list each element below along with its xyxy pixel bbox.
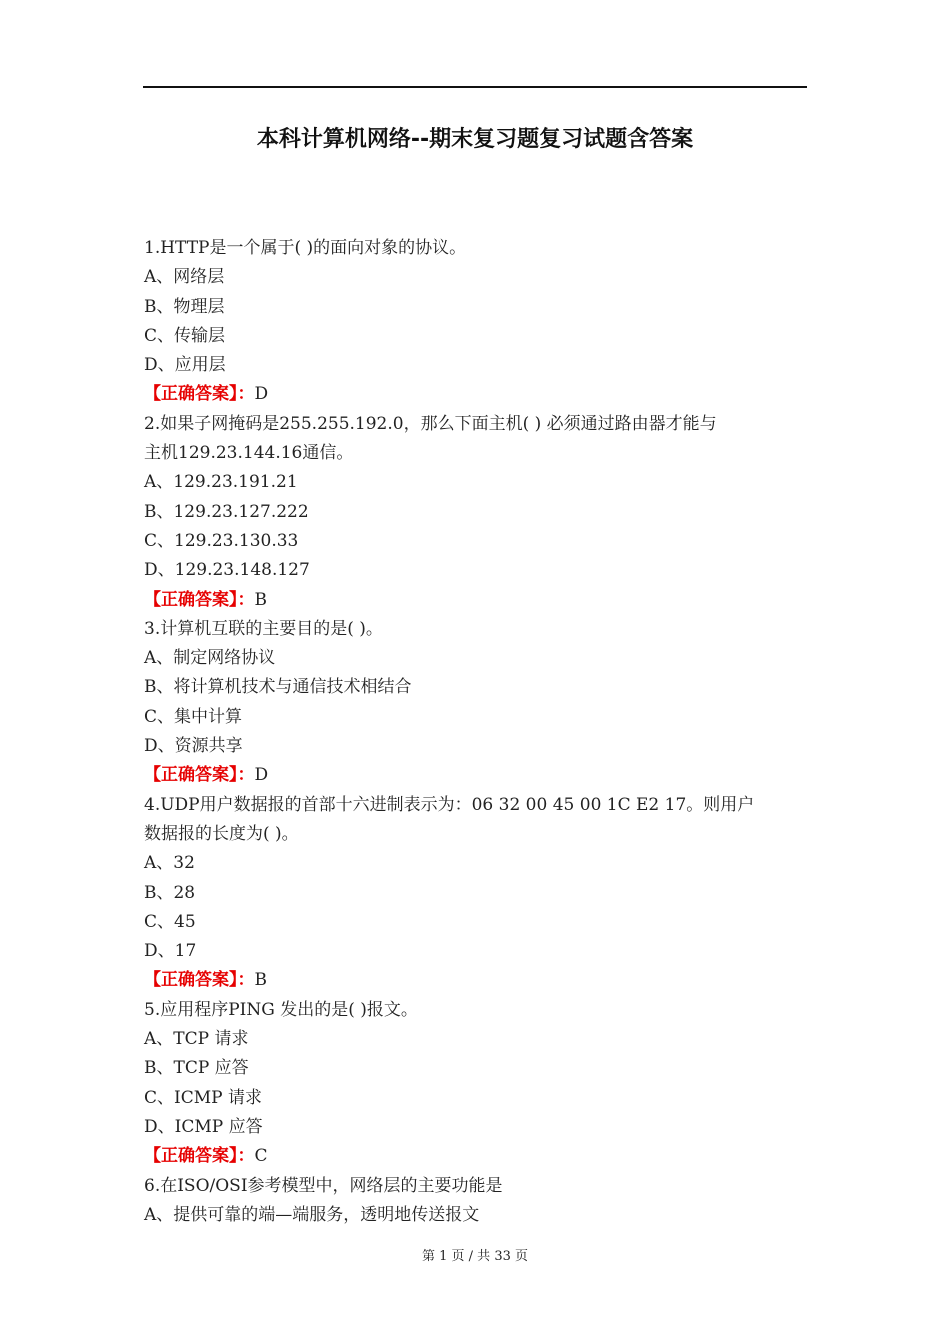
question-stem: 2.如果子网掩码是255.255.192.0，那么下面主机( ) 必须通过路由器才能与 bbox=[144, 413, 717, 434]
answer-value: C bbox=[254, 1146, 268, 1167]
option-b: B、TCP 应答 bbox=[144, 1058, 249, 1079]
question-stem: 1.HTTP是一个属于( )的面向对象的协议。 bbox=[144, 238, 467, 258]
answer-line bbox=[144, 761, 808, 790]
option-b: B、将计算机技术与通信技术相结合 bbox=[144, 677, 412, 698]
option-b: B、129.23.127.222 bbox=[144, 501, 309, 522]
question-list bbox=[144, 234, 808, 1230]
answer-value: D bbox=[254, 765, 269, 786]
option-c: C、45 bbox=[144, 911, 196, 932]
page-number: 第 1 页 / 共 33 页 bbox=[422, 1249, 528, 1264]
question-stem: 6.在ISO/OSI参考模型中，网络层的主要功能是 bbox=[144, 1175, 503, 1196]
question-stem: 3.计算机互联的主要目的是( )。 bbox=[144, 618, 383, 639]
question-stem: 5.应用程序PING 发出的是( )报文。 bbox=[144, 999, 418, 1020]
option-c: C、传输层 bbox=[144, 325, 226, 346]
header-rule bbox=[143, 86, 807, 88]
answer-line bbox=[144, 966, 808, 995]
option-c: C、129.23.130.33 bbox=[144, 530, 299, 551]
answer-value: B bbox=[254, 970, 267, 991]
option-c: C、ICMP 请求 bbox=[144, 1087, 262, 1108]
option-b: B、物理层 bbox=[144, 296, 225, 317]
answer-value: B bbox=[254, 589, 267, 610]
answer-line bbox=[144, 1142, 808, 1171]
answer-label: 【正确答案】： bbox=[144, 384, 255, 405]
answer-label: 【正确答案】： bbox=[144, 765, 255, 786]
option-a: A、网络层 bbox=[144, 267, 225, 288]
option-a: A、32 bbox=[144, 853, 195, 874]
option-a: A、提供可靠的端—端服务，透明地传送报文 bbox=[144, 1204, 480, 1225]
option-d: D、资源共享 bbox=[144, 736, 243, 757]
answer-line bbox=[144, 380, 808, 409]
answer-label: 【正确答案】： bbox=[144, 970, 255, 991]
option-d: D、应用层 bbox=[144, 355, 226, 376]
answer-label: 【正确答案】： bbox=[144, 589, 255, 610]
question-stem: 4.UDP用户数据报的首部十六进制表示为：06 32 00 45 00 1C E2 17。则用户 bbox=[144, 794, 755, 815]
question-stem-continued: 数据报的长度为( )。 bbox=[144, 823, 299, 844]
answer-line bbox=[144, 586, 808, 615]
option-a: A、TCP 请求 bbox=[144, 1029, 249, 1050]
option-d: D、ICMP 应答 bbox=[144, 1116, 263, 1137]
option-a: A、制定网络协议 bbox=[144, 648, 276, 669]
option-d: D、129.23.148.127 bbox=[144, 560, 310, 581]
option-d: D、17 bbox=[144, 941, 197, 962]
answer-label: 【正确答案】： bbox=[144, 1146, 255, 1167]
document-title: 本科计算机网络--期末复习题复习试题含答案 bbox=[256, 127, 694, 152]
option-a: A、129.23.191.21 bbox=[144, 472, 298, 493]
question-stem-continued: 主机129.23.144.16通信。 bbox=[144, 443, 354, 464]
option-b: B、28 bbox=[144, 882, 196, 903]
answer-value: D bbox=[254, 384, 269, 405]
option-c: C、集中计算 bbox=[144, 706, 243, 727]
